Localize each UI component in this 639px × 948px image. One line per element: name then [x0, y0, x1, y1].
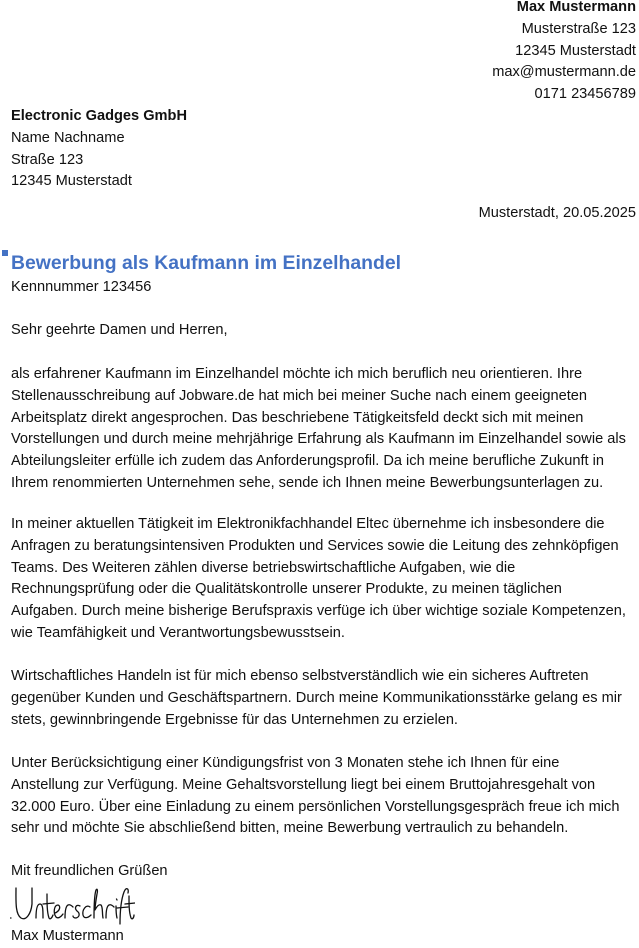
- paragraph-line: 32.000 Euro. Über eine Einladung zu einem persönlichen Vorstellungsgespräch freue ich mich: [11, 798, 620, 815]
- paragraph-line: Rechnungsprüfung oder die Qualitätskontrolle unserer Produkte, zu meinen täglichen: [11, 581, 562, 598]
- letter-subject: Bewerbung als Kaufmann im Einzelhandel: [11, 252, 402, 274]
- sender-street: Musterstraße 123: [521, 20, 636, 37]
- subject-marker-icon: [2, 250, 8, 256]
- paragraph-line: Arbeitsplatz direkt angesprochen. Das beschriebene Tätigkeitsfeld deckt sich mit meinen: [11, 409, 584, 426]
- body-paragraph-2: [11, 514, 637, 645]
- paragraph-line: stets, gewinnbringende Ergebnisse für das Unternehmen zu erzielen.: [11, 711, 458, 728]
- handwritten-signature: [10, 880, 135, 928]
- letter-date: Musterstadt, 20.05.2025: [478, 205, 636, 221]
- recipient-address-block: [11, 106, 187, 193]
- sender-phone: 0171 23456789: [534, 86, 636, 103]
- paragraph-line: Teams. Des Weiteren zählen diverse betriebswirtschaftliche Aufgaben, wie die: [11, 559, 516, 576]
- salutation: Sehr geehrte Damen und Herren,: [11, 322, 228, 338]
- reference-number: Kennnummer 123456: [11, 279, 152, 295]
- paragraph-line: sehr und möchte Sie abschließend bitten, meine Bewerbung vertraulich zu behandeln.: [11, 820, 569, 837]
- paragraph-line: Anfragen zu beratungsintensiven Produkten und Services sowie die Leitung des zehnköpfigen: [11, 537, 619, 554]
- paragraph-line: Abteilungsleiter erfülle ich zudem das Anforderungsprofil. Da ich meine berufliche Zukunft in: [11, 453, 604, 470]
- paragraph-line: Vorstellungen und durch meine mehrjährige Erfahrung als Kaufmann im Einzelhandel sowie als: [11, 431, 626, 448]
- paragraph-line: Stellenausschreibung auf Jobware.de hat mich bei meiner Suche nach einem geeigneten: [11, 387, 588, 404]
- paragraph-line: Aufgaben. Durch meine bisherige Berufspraxis verfüge ich über wichtige soziale Kompetenzen,: [11, 603, 626, 620]
- body-paragraph-4: [11, 753, 637, 840]
- recipient-street: Straße 123: [11, 151, 84, 168]
- paragraph-line: wie Teamfähigkeit und Verantwortungsbewusstsein.: [11, 624, 345, 641]
- paragraph-line: In meiner aktuellen Tätigkeit im Elektronikfachhandel Eltec übernehme ich insbesondere die: [11, 516, 605, 532]
- signer-name: Max Mustermann: [11, 928, 124, 944]
- sender-name: Max Mustermann: [516, 0, 636, 15]
- paragraph-line: als erfahrener Kaufmann im Einzelhandel möchte ich mich beruflich neu orientieren. Ihre: [11, 366, 583, 382]
- sender-address-block: [492, 0, 636, 106]
- recipient-company: Electronic Gadges GmbH: [11, 108, 187, 124]
- paragraph-line: Ihrem renommierten Unternehmen sehe, sende ich Ihnen meine Bewerbungsunterlagen zu.: [11, 474, 604, 491]
- paragraph-line: Anstellung zur Verfügung. Meine Gehaltsvorstellung liegt bei einem Bruttojahresgehalt von: [11, 776, 596, 793]
- body-paragraph-1: [11, 364, 637, 495]
- paragraph-line: Unter Berücksichtigung einer Kündigungsfrist von 3 Monaten stehe ich Ihnen für eine: [11, 755, 560, 771]
- body-paragraph-3: [11, 666, 637, 731]
- paragraph-line: gegenüber Kunden und Geschäftspartnern. Durch meine Kommunikationsstärke gelang es mir: [11, 689, 622, 706]
- recipient-city: 12345 Musterstadt: [11, 173, 132, 190]
- closing-phrase: Mit freundlichen Grüßen: [11, 863, 168, 879]
- sender-email: max@mustermann.de: [492, 64, 636, 81]
- sender-city: 12345 Musterstadt: [515, 42, 636, 59]
- paragraph-line: Wirtschaftliches Handeln ist für mich ebenso selbstverständlich wie ein sicheres Auftreten: [11, 668, 589, 684]
- recipient-contact: Name Nachname: [11, 129, 125, 146]
